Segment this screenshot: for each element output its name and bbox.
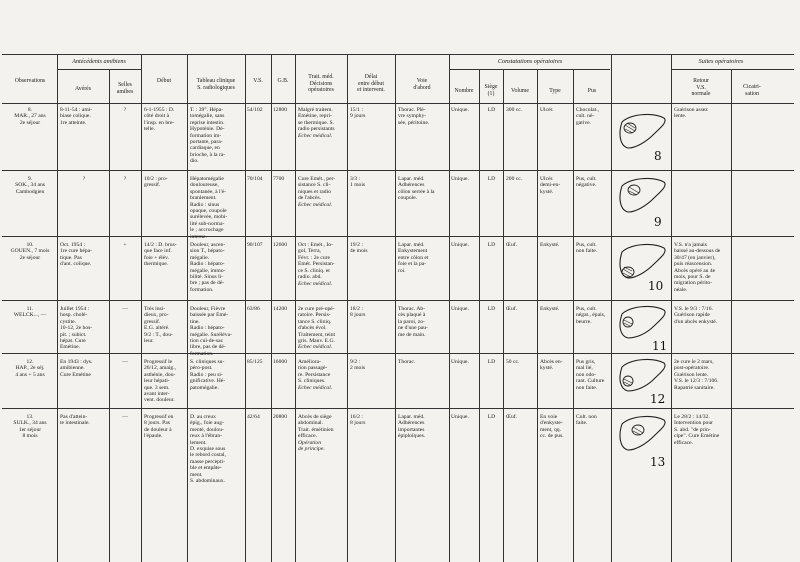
col-type: Type bbox=[549, 88, 561, 94]
row2-type: Enkysté. bbox=[540, 242, 560, 248]
group-constatations: Constatations opératoires bbox=[497, 58, 563, 65]
row0-trait-em: Echec médical. bbox=[298, 133, 333, 139]
row4-pus: Pus gris, mal lié, non odo- rant. Culture non faite. bbox=[576, 359, 605, 391]
row5-obs: 13. SULK., 34 ans 1er séjour 8 mois bbox=[13, 414, 47, 440]
row4-delai: 9/2 : 2 mois bbox=[350, 359, 366, 372]
row2-debut: 14/2 : D. brus- que face inf. foie + élév. thermique. bbox=[144, 242, 177, 268]
col-volume: Volume bbox=[511, 88, 529, 94]
row1-selles: ? bbox=[123, 176, 127, 182]
row3-pus: Pus, cult. négat., épais, beurre. bbox=[576, 306, 606, 325]
row2-selles: + bbox=[123, 242, 127, 248]
col-trait: Trait. méd. Décisions opératoires bbox=[308, 74, 334, 94]
row5-pus: Cult. non faite. bbox=[576, 414, 597, 427]
sketch-label-8: 8 bbox=[654, 149, 662, 163]
sketch-label-12: 12 bbox=[650, 392, 666, 406]
row3-trait: 2e cure pré-opé- ratoire. Persis- tance S. cliniq. d'abcès évol. Traitement, teint gris. Mauv. E.G. bbox=[298, 306, 336, 345]
col-cicat: Cicatri- sation bbox=[743, 84, 761, 97]
row1-voie: Lapar. méd. Adhérences côlon serrée à la coupole. bbox=[398, 176, 435, 202]
row5-gb: 20800 bbox=[273, 414, 287, 420]
row5-type: En voie d'enkyste- ment, qq. cc. de pus. bbox=[540, 414, 564, 440]
row0-retour: Guérison assez lente. bbox=[674, 107, 708, 120]
row4-trait-em: Echec médical. bbox=[298, 385, 333, 391]
row2-averes: Oct. 1954 : 1re cure hépa- tique. Pas d'ant. colique. bbox=[60, 242, 92, 268]
row2-retour: V.S. n'a jamais baissé au-dessous de 30/47 (en janvier), puis réascension. Abcès opéré au 4e mois, pour S. de migration périto- néale. bbox=[674, 242, 721, 293]
row5-debut: Progressif en 8 jours. Pas de douleur à l'épaule. bbox=[144, 414, 174, 440]
row0-vs: 54/102 bbox=[247, 107, 263, 113]
row3-tableau: Douleur, Fièvre baissée par Emé- tine. Radio : hépato- mégalie. Suréléva- tion cul-de-sac libre, pas de dé- formation. bbox=[190, 306, 232, 357]
row2-pus: Pus, cult. non faite. bbox=[576, 242, 598, 255]
row5-trait: Abcès de siège abdominal. Trait. émétinien efficace. bbox=[298, 414, 334, 440]
col-observations: Observations bbox=[14, 78, 46, 84]
row4-nombre: Unique. bbox=[451, 359, 469, 365]
liver-sketch-8 bbox=[614, 108, 670, 166]
row5-volume: Œuf. bbox=[506, 414, 518, 420]
row5-nombre: Unique. bbox=[451, 414, 469, 420]
row4-siege: LD bbox=[487, 359, 496, 365]
row3-nombre: Unique. bbox=[451, 306, 469, 312]
liver-sketch-13 bbox=[614, 412, 670, 472]
row1-siege: LD bbox=[487, 176, 496, 182]
row1-pus: Pus, cult. négative. bbox=[576, 176, 597, 189]
row2-trait-em: Echec médical. bbox=[298, 281, 333, 287]
row1-tableau: Hépatomégalie douloureuse, spontanée, à l'é- branlement. Radio : sinus opaque, coupole surélevée, mobi- lité sub-norma- le ; accrochage interne. bbox=[190, 176, 228, 240]
row3-retour: V.S. le 9/3 : 7/16. Guérison rapide d'un abcès enkysté. bbox=[674, 306, 718, 325]
col-voie: Voie d'abord bbox=[413, 78, 431, 91]
row1-type: Ulcér. demi-en- kysté. bbox=[540, 176, 561, 195]
row1-debut: 10/2 : pro- gressif. bbox=[144, 176, 168, 189]
row3-vs: 63/86 bbox=[247, 306, 260, 312]
sketch-label-9: 9 bbox=[654, 215, 662, 229]
row5-selles: — bbox=[122, 414, 128, 420]
row1-averes: ? bbox=[82, 176, 86, 182]
row4-selles: — bbox=[122, 359, 128, 365]
row2-volume: Œuf. bbox=[506, 242, 518, 248]
row2-gb: 12600 bbox=[273, 242, 287, 248]
row0-nombre: Unique. bbox=[451, 107, 469, 113]
row4-averes: En 1943 : dys. amibienne. Cure Emétine bbox=[60, 359, 93, 378]
col-averes: Avérés bbox=[75, 86, 91, 92]
row1-delai: 3/3 : 1 mois bbox=[350, 176, 366, 189]
liver-sketch-10 bbox=[614, 240, 670, 298]
row5-tableau: D. au creux épig., foie aug- menté, doulou- reux à l'ébran- lement. D. exquise sous le rebord costal, masse percepti- ble et empâte- ment. S. abdominaux. bbox=[190, 414, 226, 485]
row5-trait-em: Opération de principe. bbox=[298, 440, 325, 453]
row4-debut: Progressif le 26/12, amaig., asthénie, dou- leur hépati- que. 3 sem. avant inter- vent. douleur. bbox=[144, 359, 177, 404]
sketch-label-13: 13 bbox=[650, 455, 666, 469]
liver-sketch-11 bbox=[614, 304, 670, 352]
row1-trait: Cure Emét., per- sistance S. cli- niques et radio de l'abcès. bbox=[298, 176, 336, 202]
row3-delai: 18/2 : 8 jours bbox=[350, 306, 366, 319]
row4-vs: 85/125 bbox=[247, 359, 263, 365]
row0-averes: 8-11-54 : ami- biase colique. 1re atteinte. bbox=[60, 107, 93, 126]
row0-siege: LD bbox=[487, 107, 496, 113]
col-gb: G.B. bbox=[277, 78, 289, 84]
sketch-label-11: 11 bbox=[652, 339, 668, 352]
row0-type: Ulcér. bbox=[540, 107, 554, 113]
row5-retour: Le 28/2 : 14/32. Intervention pour S. abd. "de prin- cipe". Cure Emétine efficace. bbox=[674, 414, 720, 446]
row4-gb: 16000 bbox=[273, 359, 287, 365]
row2-tableau: Douleur, ascen- sion T., hépato- mégalie. Radio : hépato- mégalie, immo- bilité. Sinus li- bre ; pas de dé- formation. bbox=[190, 242, 226, 293]
group-antecedents: Antécédents amibiens bbox=[72, 58, 126, 65]
col-delai: Délai entre début et intervent. bbox=[357, 74, 385, 94]
row1-vs: 70/104 bbox=[247, 176, 263, 182]
row2-siege: LD bbox=[487, 242, 496, 248]
row2-nombre: Unique. bbox=[451, 242, 469, 248]
row5-averes: Pas d'attein- te intestinale. bbox=[60, 414, 90, 427]
row1-obs: 9. SOK., 34 ans Cambodgien bbox=[15, 176, 45, 195]
row3-averes: Juillet 1954 : hosp. cholé- cystite. 10-12, 2e hos- pit. ; subict. hépat. Cure Emétine. bbox=[60, 306, 93, 351]
row2-vs: 90/107 bbox=[247, 242, 263, 248]
col-retour: Retour V.S. normale bbox=[691, 78, 711, 98]
col-selles: Selles amibes bbox=[116, 82, 134, 95]
row0-voie: Thorac. Plè- vre symphy- sée, péritoine. bbox=[398, 107, 430, 126]
col-siege: Siège (1) bbox=[484, 84, 498, 97]
row2-voie: Lapar. méd. Enkystement entre côlon et foie et la pa- roi. bbox=[398, 242, 429, 274]
row0-debut: 6-1-1955 : D. côté droit à l'insp. en bre- telle. bbox=[144, 107, 175, 133]
row4-type: Abcès en- kysté. bbox=[540, 359, 563, 372]
row4-retour: 2e cure le 2 mars, post-opératoire. Guérison lente. V.S. le 12/3 : 7/106. Rapatrié sanitaire. bbox=[674, 359, 719, 391]
liver-sketch-12 bbox=[614, 357, 670, 407]
col-debut: Début bbox=[156, 78, 172, 84]
row1-gb: 7700 bbox=[273, 176, 285, 182]
row3-type: Enkysté. bbox=[540, 306, 560, 312]
col-vs: V.S. bbox=[253, 78, 263, 84]
row4-obs: 12. HAP., 2e séj. 4 ans + 5 ans bbox=[15, 359, 45, 378]
row3-obs: 11. WELCK..., — bbox=[13, 306, 47, 319]
col-tableau: Tableau clinique S. radiologiques bbox=[196, 78, 236, 91]
row2-delai: 19/2 : 4e mois bbox=[350, 242, 368, 255]
row0-delai: 15/1 : 9 jours bbox=[350, 107, 366, 120]
row0-tableau: T. : 39°. Hépa- tomégalie, sans reprise intestin. Hypoténie. Dé- formation im- portante, para- cardiaque, en brioche, à la ra- dio. bbox=[190, 107, 226, 165]
row4-volume: 50 cc. bbox=[506, 359, 520, 365]
row3-volume: Œuf. bbox=[506, 306, 518, 312]
row0-selles: ? bbox=[123, 107, 127, 113]
row0-trait: Malgré traitem. Emétine, repri- se thermique. S. radio persistants bbox=[298, 107, 335, 133]
row5-siege: LD bbox=[487, 414, 496, 420]
row4-tableau: S. cliniques su- péro-post. Radio : peu si- gnificative. Hé- patomégalie. bbox=[190, 359, 226, 391]
row1-nombre: Unique. bbox=[451, 176, 469, 182]
row2-trait: Oct : Emét., Io- gol, Terra, Févr. : 2e cure Emét. Persistan- ce S. cliniq. et radio. abd. bbox=[298, 242, 335, 281]
row3-gb: 14200 bbox=[273, 306, 287, 312]
row5-voie: Lapar. méd. Adhérences importantes épiploïques. bbox=[398, 414, 426, 440]
group-suites: Suites opératoires bbox=[698, 58, 744, 65]
row3-voie: Thorac. Ab- cès plaqué à la paroi, zo- ne d'une pau- me de main. bbox=[398, 306, 428, 338]
row1-trait-em: Echec médical. bbox=[298, 202, 333, 208]
row3-siege: LD bbox=[487, 306, 496, 312]
row0-volume: 300 cc. bbox=[506, 107, 523, 113]
col-pus: Pus bbox=[587, 88, 597, 94]
row3-trait-em: Echec médical. bbox=[298, 344, 333, 350]
row1-volume: 200 cc. bbox=[506, 176, 523, 182]
row2-obs: 10. GOUEN., 7 mois 2e séjour bbox=[10, 242, 50, 261]
row4-trait: Améliora- tion passagè- re. Persistance S. cliniques. bbox=[298, 359, 331, 385]
row5-delai: 16/2 : 8 jours bbox=[350, 414, 366, 427]
liver-sketch-9 bbox=[614, 174, 670, 232]
sketch-label-10: 10 bbox=[648, 279, 664, 293]
row4-voie: Thorac. bbox=[398, 359, 416, 365]
row5-vs: 42/64 bbox=[247, 414, 260, 420]
row0-pus: Chocolat., cult. né- gative. bbox=[576, 107, 599, 126]
row3-selles: — bbox=[122, 306, 128, 312]
row0-gb: 12800 bbox=[273, 107, 287, 113]
row3-debut: Très insi- dieux, pro- gressif. E.G. altéré. 9/2 : T., dou- leur. bbox=[144, 306, 173, 345]
row0-obs: 8. MAR., 27 ans 2e séjour bbox=[14, 107, 46, 126]
col-nombre: Nombre bbox=[454, 88, 474, 94]
